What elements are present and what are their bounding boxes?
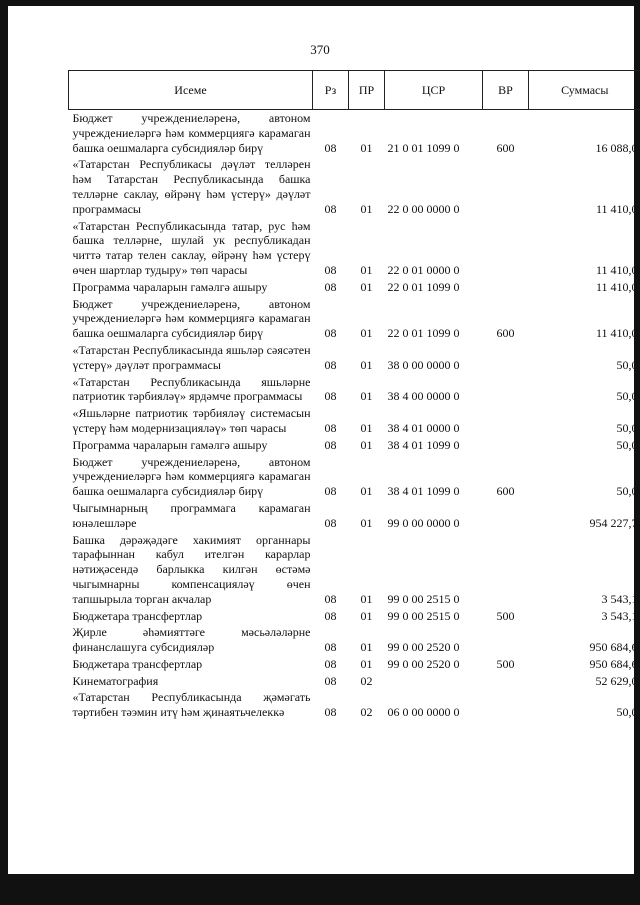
cell-pr: 01 <box>360 140 373 155</box>
cell-csr: 06 0 00 0000 0 <box>387 705 460 720</box>
cell-pr: 01 <box>360 357 373 372</box>
cell-name: Бюджетара трансфертлар <box>72 656 203 671</box>
cell-name: Бюджетара трансфертлар <box>72 608 203 623</box>
budget-table-container <box>68 70 640 721</box>
cell-sum: 3 543,1 <box>601 591 638 606</box>
cell-sum: 50,0 <box>616 705 638 720</box>
scan-border-bottom <box>0 874 640 905</box>
cell-pr: 01 <box>360 608 373 623</box>
table-row <box>69 218 640 279</box>
cell-rz: 08 <box>324 673 337 688</box>
cell-rz: 08 <box>324 484 337 499</box>
cell-rz: 08 <box>324 515 337 530</box>
cell-pr: 02 <box>360 673 373 688</box>
cell-rz: 08 <box>324 656 337 671</box>
table-row <box>69 374 640 406</box>
cell-name: Чыгымнарның программага карамаган юнәлешләре <box>72 500 311 530</box>
cell-rz: 08 <box>324 705 337 720</box>
cell-name: Башка дәрәҗәдәге хакимият органнары тарафыннан кабул ителгән карарлар нәтиҗәсендә барлыкка килгән өстәмә чыгымнарны компенсацияләү өчен тапшырыла торган акчалар <box>72 532 311 606</box>
cell-name: Программа чараларын гамәлгә ашыру <box>72 437 268 452</box>
table-row <box>69 656 640 673</box>
header-rz: Рз <box>313 71 349 110</box>
cell-pr: 01 <box>360 640 373 655</box>
cell-vr <box>483 156 529 217</box>
cell-vr: 600 <box>496 326 515 341</box>
table-row <box>69 279 640 296</box>
cell-csr: 22 0 01 1099 0 <box>387 279 460 294</box>
cell-csr: 99 0 00 2520 0 <box>387 640 460 655</box>
cell-sum: 50,0 <box>616 357 638 372</box>
cell-csr: 99 0 00 2515 0 <box>387 608 460 623</box>
cell-vr <box>483 405 529 437</box>
cell-csr: 38 0 00 0000 0 <box>387 357 460 372</box>
cell-rz: 08 <box>324 140 337 155</box>
cell-sum: 16 088,0 <box>595 140 638 155</box>
cell-sum: 11 410,0 <box>595 262 638 277</box>
cell-name: Бюджет учреждениеләренә, автоном учреждениеләргә һәм коммерциягә карамаган башка оешмаларга субсидияләр бирү <box>72 296 311 341</box>
cell-csr: 38 4 01 0000 0 <box>387 420 460 435</box>
table-row <box>69 156 640 217</box>
cell-vr <box>483 279 529 296</box>
cell-vr <box>483 532 529 608</box>
table-row <box>69 608 640 625</box>
table-row <box>69 296 640 342</box>
cell-pr: 01 <box>360 437 373 452</box>
header-pr: ПР <box>349 71 385 110</box>
header-csr: ЦСР <box>385 71 483 110</box>
cell-pr: 01 <box>360 201 373 216</box>
cell-name: «Татарстан Республикасында татар, рус һәм башка телләрне, шулай ук республикадан читтә татар телен саклау, өйрәнү һәм үстерү өчен шартлар тудыру» төп чарасы <box>72 218 311 277</box>
cell-rz: 08 <box>324 591 337 606</box>
table-row <box>69 532 640 608</box>
cell-sum: 52 629,0 <box>595 673 638 688</box>
cell-pr: 02 <box>360 705 373 720</box>
cell-vr <box>483 437 529 454</box>
cell-vr: 600 <box>496 140 515 155</box>
cell-rz: 08 <box>324 262 337 277</box>
cell-sum: 11 410,0 <box>595 279 638 294</box>
cell-csr: 22 0 01 0000 0 <box>387 262 460 277</box>
cell-name: «Татарстан Республикасында җәмәгать тәртибен тәэмин итү һәм җинаятьчелеккә <box>72 690 311 720</box>
cell-name: Бюджет учреждениеләренә, автоном учреждениеләргә һәм коммерциягә карамаган башка оешмаларга субсидияләр бирү <box>72 111 311 155</box>
header-name: Исеме <box>69 71 313 110</box>
cell-sum: 50,0 <box>616 484 638 499</box>
cell-sum: 950 684,6 <box>589 640 638 655</box>
cell-sum: 50,0 <box>616 389 638 404</box>
cell-pr: 01 <box>360 484 373 499</box>
cell-csr: 99 0 00 2520 0 <box>387 656 460 671</box>
cell-rz: 08 <box>324 326 337 341</box>
cell-vr <box>483 500 529 532</box>
cell-vr <box>483 374 529 406</box>
cell-vr: 600 <box>496 484 515 499</box>
cell-pr: 01 <box>360 515 373 530</box>
cell-rz: 08 <box>324 279 337 294</box>
cell-rz: 08 <box>324 608 337 623</box>
cell-csr: 38 4 01 1099 0 <box>387 484 460 499</box>
header-sum: Суммасы <box>529 71 640 110</box>
cell-name: «Татарстан Республикасы дәүләт телләрен һәм Татарстан Республикасында башка телләрне саклау, өйрәнү һәм үстерү» дәүләт программасы <box>72 157 311 216</box>
cell-sum: 954 227,7 <box>589 515 638 530</box>
cell-pr: 01 <box>360 389 373 404</box>
cell-csr: 99 0 00 2515 0 <box>387 591 460 606</box>
table-row <box>69 110 640 157</box>
cell-pr: 01 <box>360 656 373 671</box>
cell-pr: 01 <box>360 262 373 277</box>
cell-sum: 50,0 <box>616 420 638 435</box>
cell-vr <box>483 624 529 656</box>
header-row <box>69 71 640 110</box>
cell-vr <box>483 673 529 690</box>
cell-vr: 500 <box>496 656 515 671</box>
cell-name: «Татарстан Республикасында яшьләрне патриотик тәрбияләү» ярдәмче программасы <box>72 374 311 404</box>
cell-vr <box>483 689 529 721</box>
page-number: 370 <box>310 42 330 57</box>
table-row <box>69 689 640 721</box>
cell-pr: 01 <box>360 326 373 341</box>
scan-border-top <box>0 0 640 6</box>
budget-table <box>68 70 640 721</box>
table-row <box>69 500 640 532</box>
cell-csr: 99 0 00 0000 0 <box>387 515 460 530</box>
cell-sum: 50,0 <box>616 437 638 452</box>
cell-vr <box>483 342 529 374</box>
cell-name: Җирле әһәмияттәге мәсьәләләрне финанслашуга субсидияләр <box>72 625 311 655</box>
cell-vr <box>483 218 529 279</box>
cell-name: «Татарстан Республикасында яшьләр сәясәтен үстерү» дәүләт программасы <box>72 342 311 372</box>
cell-csr: 38 4 01 1099 0 <box>387 437 460 452</box>
cell-csr: 22 0 01 1099 0 <box>387 326 460 341</box>
cell-rz: 08 <box>324 357 337 372</box>
table-row <box>69 624 640 656</box>
cell-sum: 11 410,0 <box>595 326 638 341</box>
cell-rz: 08 <box>324 640 337 655</box>
cell-csr: 22 0 00 0000 0 <box>387 201 460 216</box>
cell-rz: 08 <box>324 389 337 404</box>
table-row <box>69 342 640 374</box>
table-row <box>69 405 640 437</box>
cell-pr: 01 <box>360 420 373 435</box>
cell-name: «Яшьләрне патриотик тәрбияләү системасын үстерү һәм модернизацияләү» төп чарасы <box>72 406 311 435</box>
cell-vr: 500 <box>496 608 515 623</box>
cell-sum: 950 684,6 <box>589 656 638 671</box>
cell-csr <box>385 673 483 690</box>
cell-rz: 08 <box>324 437 337 452</box>
table-row <box>69 673 640 690</box>
cell-csr: 38 4 00 0000 0 <box>387 389 460 404</box>
table-row <box>69 454 640 500</box>
cell-rz: 08 <box>324 201 337 216</box>
cell-name: Бюджет учреждениеләренә, автоном учреждениеләргә һәм коммерциягә карамаган башка оешмаларга субсидияләр бирү <box>72 454 311 499</box>
table-row <box>69 437 640 454</box>
cell-name: Программа чараларын гамәлгә ашыру <box>72 279 268 294</box>
cell-pr: 01 <box>360 591 373 606</box>
cell-rz: 08 <box>324 420 337 435</box>
cell-pr: 01 <box>360 279 373 294</box>
cell-csr: 21 0 01 1099 0 <box>387 140 460 155</box>
table-body <box>69 110 640 722</box>
cell-name: Кинематография <box>72 673 159 688</box>
cell-sum: 3 543,1 <box>601 608 638 623</box>
table-header <box>69 71 640 110</box>
scan-border-left <box>0 0 8 905</box>
header-vr: ВР <box>483 71 529 110</box>
cell-sum: 11 410,0 <box>595 201 638 216</box>
